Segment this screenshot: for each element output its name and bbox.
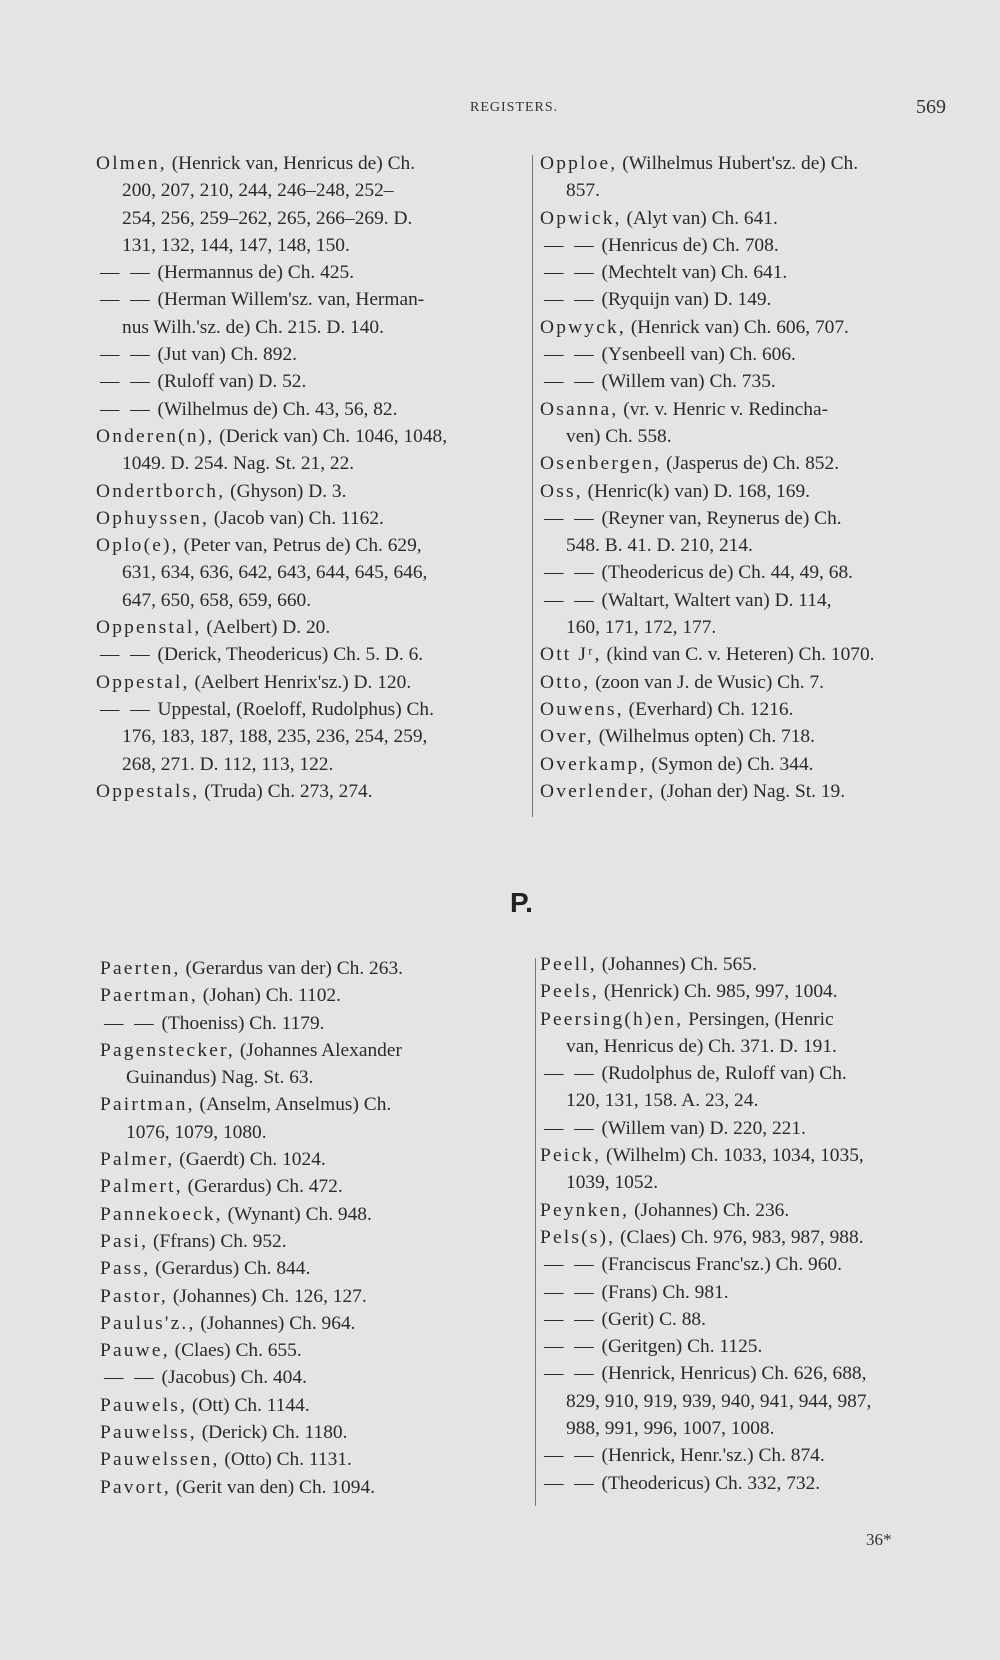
entry-text: (Ysenbeell van) Ch. 606. bbox=[601, 344, 796, 366]
index-line bbox=[96, 150, 514, 177]
entry-text: 254, 256, 259–262, 265, 266–269. D. bbox=[122, 207, 413, 229]
entry-text: (Ghyson) D. 3. bbox=[230, 480, 347, 502]
entry-text: (Henrick, Henr.'sz.) Ch. 874. bbox=[601, 1445, 825, 1467]
entry-text: (Claes) Ch. 976, 983, 987, 988. bbox=[620, 1226, 864, 1248]
entry-headword: Pauwelss, bbox=[100, 1422, 197, 1444]
entry-headword: Peersing(h)en, bbox=[540, 1008, 684, 1030]
index-column-upper-right bbox=[540, 150, 958, 805]
running-head bbox=[0, 96, 1000, 122]
entry-headword: Pels(s), bbox=[540, 1226, 616, 1248]
entry-text: 176, 183, 187, 188, 235, 236, 254, 259, bbox=[122, 726, 428, 748]
section-letter: P. bbox=[510, 887, 533, 918]
entry-text: (Mechtelt van) Ch. 641. bbox=[601, 262, 788, 284]
entry-text: (Henrick) Ch. 985, 997, 1004. bbox=[603, 981, 838, 1003]
index-line bbox=[540, 1415, 958, 1442]
index-line bbox=[540, 341, 958, 368]
repeat-dash: — — bbox=[100, 398, 153, 420]
repeat-dash: — — bbox=[544, 1445, 597, 1467]
entry-text: (Johannes) Ch. 565. bbox=[601, 954, 757, 975]
index-line bbox=[100, 1255, 514, 1282]
entry-headword: Pauwels, bbox=[100, 1394, 188, 1416]
entry-text: (Henrick van) Ch. 606, 707. bbox=[630, 316, 849, 338]
index-line bbox=[540, 1442, 958, 1469]
entry-text: (Symon de) Ch. 344. bbox=[651, 753, 814, 775]
index-line bbox=[96, 478, 514, 505]
entry-text: (Johannes Alexander bbox=[239, 1039, 402, 1061]
index-line bbox=[540, 778, 958, 805]
index-line bbox=[96, 696, 514, 723]
entry-text: (Johannes) Ch. 964. bbox=[200, 1312, 356, 1334]
index-line bbox=[100, 1173, 514, 1200]
entry-text: (Derick, Theodericus) Ch. 5. D. 6. bbox=[157, 644, 424, 666]
entry-text: (Johannes) Ch. 236. bbox=[634, 1199, 790, 1221]
running-head-title: REGISTERS. bbox=[470, 100, 559, 115]
entry-headword: Onderen(n), bbox=[96, 425, 215, 447]
entry-headword: Opwick, bbox=[540, 207, 622, 229]
entry-text: (Geritgen) Ch. 1125. bbox=[601, 1336, 763, 1358]
index-line bbox=[540, 1279, 958, 1306]
entry-text: (Gerardus) Ch. 472. bbox=[187, 1176, 343, 1198]
entry-headword: Pauwe, bbox=[100, 1340, 170, 1362]
index-line bbox=[96, 423, 514, 450]
entry-text: 631, 634, 636, 642, 643, 644, 645, 646, bbox=[122, 562, 428, 584]
repeat-dash: — — bbox=[100, 644, 153, 666]
repeat-dash: — — bbox=[100, 262, 153, 284]
index-line bbox=[540, 641, 958, 668]
entry-headword: Peick, bbox=[540, 1145, 602, 1167]
index-line bbox=[540, 1333, 958, 1360]
entry-headword: Pass, bbox=[100, 1258, 151, 1280]
entry-headword: Palmert, bbox=[100, 1176, 183, 1198]
entry-text: (Theodericus de) Ch. 44, 49, 68. bbox=[601, 562, 853, 584]
entry-text: (Willem van) D. 220, 221. bbox=[601, 1117, 806, 1139]
entry-headword: Otto, bbox=[540, 671, 591, 693]
index-line bbox=[100, 1037, 514, 1064]
index-line bbox=[96, 177, 514, 204]
index-line bbox=[540, 1388, 958, 1415]
entry-text: (Jacobus) Ch. 404. bbox=[161, 1367, 307, 1389]
entry-text: Guinandus) Nag. St. 63. bbox=[126, 1067, 314, 1089]
index-line bbox=[96, 641, 514, 668]
entry-text: (zoon van J. de Wusic) Ch. 7. bbox=[595, 671, 825, 693]
entry-headword: Overkamp, bbox=[540, 753, 647, 775]
index-line bbox=[96, 259, 514, 286]
entry-text: (Anselm, Anselmus) Ch. bbox=[199, 1094, 392, 1116]
index-line bbox=[96, 532, 514, 559]
repeat-dash: — — bbox=[544, 589, 597, 611]
index-line bbox=[540, 1087, 958, 1114]
entry-headword: Pairtman, bbox=[100, 1094, 195, 1116]
entry-text: (kind van C. v. Heteren) Ch. 1070. bbox=[606, 644, 875, 666]
entry-headword: Osenbergen, bbox=[540, 453, 662, 475]
repeat-dash: — — bbox=[544, 371, 597, 393]
entry-headword: Pauwelssen, bbox=[100, 1449, 220, 1471]
entry-text: (Ffrans) Ch. 952. bbox=[153, 1230, 287, 1252]
entry-headword: Pasi, bbox=[100, 1230, 149, 1252]
index-line bbox=[96, 450, 514, 477]
repeat-dash: — — bbox=[544, 234, 597, 256]
entry-text: (Wilhelmus Hubert'sz. de) Ch. bbox=[622, 153, 859, 174]
entry-text: (Jacob van) Ch. 1162. bbox=[213, 507, 384, 529]
entry-text: 829, 910, 919, 939, 940, 941, 944, 987, bbox=[566, 1390, 872, 1412]
entry-headword: Ophuyssen, bbox=[96, 507, 210, 529]
entry-headword: Opwyck, bbox=[540, 316, 626, 338]
index-line bbox=[100, 1364, 514, 1391]
entry-text: (Wilhelm) Ch. 1033, 1034, 1035, bbox=[606, 1145, 864, 1167]
index-line bbox=[540, 1197, 958, 1224]
index-line bbox=[540, 669, 958, 696]
repeat-dash: — — bbox=[544, 507, 597, 529]
entry-headword: Ondertborch, bbox=[96, 480, 226, 502]
index-line bbox=[96, 286, 514, 313]
repeat-dash: — — bbox=[544, 289, 597, 311]
index-line bbox=[540, 1115, 958, 1142]
repeat-dash: — — bbox=[544, 1281, 597, 1303]
entry-headword: Opploe, bbox=[540, 153, 618, 174]
index-line bbox=[540, 1470, 958, 1497]
index-line bbox=[96, 587, 514, 614]
entry-text: Persingen, (Henric bbox=[688, 1008, 834, 1030]
index-line bbox=[540, 314, 958, 341]
repeat-dash: — — bbox=[544, 262, 597, 284]
repeat-dash: — — bbox=[104, 1367, 157, 1389]
entry-text: van, Henricus de) Ch. 371. D. 191. bbox=[566, 1035, 837, 1057]
index-line bbox=[100, 1064, 514, 1091]
entry-text: (Henrick van, Henricus de) Ch. bbox=[171, 153, 416, 174]
index-line bbox=[540, 587, 958, 614]
index-line bbox=[96, 205, 514, 232]
entry-text: (Gerardus) Ch. 844. bbox=[155, 1258, 311, 1280]
entry-headword: Pastor, bbox=[100, 1285, 168, 1307]
index-line bbox=[100, 1337, 514, 1364]
repeat-dash: — — bbox=[544, 1472, 597, 1494]
entry-text: 160, 171, 172, 177. bbox=[566, 617, 717, 639]
entry-headword: Peels, bbox=[540, 981, 599, 1003]
index-line bbox=[100, 1474, 514, 1501]
entry-headword: Overlender, bbox=[540, 780, 656, 802]
entry-headword: Oppenstal, bbox=[96, 617, 202, 639]
repeat-dash: — — bbox=[100, 371, 153, 393]
index-line bbox=[96, 778, 514, 805]
entry-text: (Jasperus de) Ch. 852. bbox=[666, 453, 840, 475]
entry-text: (Henricus de) Ch. 708. bbox=[601, 234, 779, 256]
index-column-lower-left bbox=[100, 955, 514, 1501]
index-line bbox=[96, 614, 514, 641]
index-line bbox=[540, 696, 958, 723]
index-line bbox=[540, 723, 958, 750]
repeat-dash: — — bbox=[544, 1308, 597, 1330]
entry-text: (Herman Willem'sz. van, Herman- bbox=[157, 289, 425, 311]
entry-text: (Franciscus Franc'sz.) Ch. 960. bbox=[601, 1254, 842, 1276]
index-line bbox=[100, 982, 514, 1009]
entry-text: (Rudolphus de, Ruloff van) Ch. bbox=[601, 1063, 847, 1085]
entry-text: 548. B. 41. D. 210, 214. bbox=[566, 535, 753, 557]
entry-headword: Ouwens, bbox=[540, 698, 624, 720]
repeat-dash: — — bbox=[100, 698, 153, 720]
index-line bbox=[540, 150, 958, 177]
entry-text: (Ruloff van) D. 52. bbox=[157, 371, 307, 393]
entry-text: (Alyt van) Ch. 641. bbox=[626, 207, 778, 229]
entry-text: (Gaerdt) Ch. 1024. bbox=[179, 1149, 326, 1171]
index-line bbox=[540, 286, 958, 313]
entry-text: (Otto) Ch. 1131. bbox=[224, 1449, 352, 1471]
index-line bbox=[540, 1060, 958, 1087]
entry-text: (Henrick, Henricus) Ch. 626, 688, bbox=[601, 1363, 867, 1385]
repeat-dash: — — bbox=[544, 1063, 597, 1085]
index-line bbox=[100, 1310, 514, 1337]
index-line bbox=[540, 232, 958, 259]
entry-text: (Johan der) Nag. St. 19. bbox=[660, 780, 846, 802]
entry-headword: Peynken, bbox=[540, 1199, 630, 1221]
index-line bbox=[540, 951, 958, 978]
repeat-dash: — — bbox=[100, 344, 153, 366]
entry-text: (Derick) Ch. 1180. bbox=[201, 1422, 348, 1444]
entry-headword: Palmer, bbox=[100, 1149, 175, 1171]
index-column-upper-left bbox=[96, 150, 514, 805]
entry-text: (vr. v. Henric v. Redincha- bbox=[623, 398, 829, 420]
repeat-dash: — — bbox=[544, 1336, 597, 1358]
entry-text: (Jut van) Ch. 892. bbox=[157, 344, 297, 366]
entry-text: 988, 991, 996, 1007, 1008. bbox=[566, 1418, 775, 1440]
entry-text: (Reyner van, Reynerus de) Ch. bbox=[601, 507, 842, 529]
column-divider-lower bbox=[535, 958, 536, 1506]
index-line bbox=[540, 177, 958, 204]
entry-text: (Aelbert) D. 20. bbox=[206, 617, 331, 639]
entry-text: 647, 650, 658, 659, 660. bbox=[122, 589, 312, 611]
repeat-dash: — — bbox=[544, 1117, 597, 1139]
index-line bbox=[100, 1392, 514, 1419]
entry-text: (Wynant) Ch. 948. bbox=[227, 1203, 372, 1225]
index-line bbox=[540, 614, 958, 641]
index-line bbox=[96, 368, 514, 395]
entry-text: (Henric(k) van) D. 168, 169. bbox=[587, 480, 810, 502]
entry-text: Uppestal, (Roeloff, Rudolphus) Ch. bbox=[157, 698, 434, 720]
entry-text: (Thoeniss) Ch. 1179. bbox=[161, 1012, 325, 1034]
index-line bbox=[96, 751, 514, 778]
entry-headword: Oss, bbox=[540, 480, 583, 502]
column-divider-upper bbox=[532, 155, 533, 817]
entry-text: (Claes) Ch. 655. bbox=[174, 1340, 302, 1362]
index-line bbox=[540, 423, 958, 450]
index-line bbox=[96, 505, 514, 532]
entry-headword: Ott Jʳ, bbox=[540, 644, 602, 666]
repeat-dash: — — bbox=[100, 289, 153, 311]
entry-headword: Pannekoeck, bbox=[100, 1203, 223, 1225]
index-line bbox=[100, 1419, 514, 1446]
entry-text: ven) Ch. 558. bbox=[566, 425, 672, 447]
entry-headword: Over, bbox=[540, 726, 594, 748]
entry-text: 268, 271. D. 112, 113, 122. bbox=[122, 753, 334, 775]
entry-text: 200, 207, 210, 244, 246–248, 252– bbox=[122, 180, 394, 202]
entry-text: 120, 131, 158. A. 23, 24. bbox=[566, 1090, 759, 1112]
entry-text: (Johannes) Ch. 126, 127. bbox=[172, 1285, 367, 1307]
entry-headword: Osanna, bbox=[540, 398, 619, 420]
index-line bbox=[100, 1119, 514, 1146]
index-line bbox=[540, 368, 958, 395]
index-line bbox=[540, 1006, 958, 1033]
entry-text: (Derick van) Ch. 1046, 1048, bbox=[219, 425, 448, 447]
entry-text: 1039, 1052. bbox=[566, 1172, 659, 1194]
repeat-dash: — — bbox=[544, 344, 597, 366]
index-column-lower-right bbox=[540, 951, 958, 1497]
entry-text: (Waltart, Waltert van) D. 114, bbox=[601, 589, 832, 611]
index-line bbox=[100, 1091, 514, 1118]
entry-text: (Truda) Ch. 273, 274. bbox=[204, 780, 373, 802]
index-line bbox=[540, 532, 958, 559]
index-line bbox=[540, 505, 958, 532]
index-line bbox=[540, 1306, 958, 1333]
entry-text: 857. bbox=[566, 180, 600, 202]
index-line bbox=[96, 314, 514, 341]
entry-text: (Ott) Ch. 1144. bbox=[191, 1394, 310, 1416]
repeat-dash: — — bbox=[544, 1254, 597, 1276]
entry-text: (Peter van, Petrus de) Ch. 629, bbox=[183, 535, 422, 557]
entry-text: 1076, 1079, 1080. bbox=[126, 1121, 267, 1143]
entry-text: (Wilhelmus de) Ch. 43, 56, 82. bbox=[157, 398, 398, 420]
entry-headword: Peell, bbox=[540, 954, 597, 975]
entry-text: (Gerit van den) Ch. 1094. bbox=[175, 1476, 375, 1498]
index-line bbox=[540, 1033, 958, 1060]
index-line bbox=[96, 669, 514, 696]
entry-text: (Gerardus van der) Ch. 263. bbox=[185, 958, 403, 979]
entry-text: (Johan) Ch. 1102. bbox=[202, 985, 341, 1007]
entry-headword: Oppestal, bbox=[96, 671, 190, 693]
index-line bbox=[540, 1251, 958, 1278]
entry-headword: Paulus'z., bbox=[100, 1312, 196, 1334]
entry-headword: Oplo(e), bbox=[96, 535, 179, 557]
index-line bbox=[540, 1224, 958, 1251]
repeat-dash: — — bbox=[104, 1012, 157, 1034]
index-line bbox=[540, 978, 958, 1005]
index-line bbox=[96, 341, 514, 368]
entry-text: (Gerit) C. 88. bbox=[601, 1308, 706, 1330]
index-line bbox=[100, 955, 514, 982]
entry-headword: Oppestals, bbox=[96, 780, 200, 802]
index-line bbox=[540, 1169, 958, 1196]
index-line bbox=[100, 1283, 514, 1310]
index-line bbox=[540, 1360, 958, 1387]
entry-text: (Wilhelmus opten) Ch. 718. bbox=[598, 726, 815, 748]
signature-mark: 36* bbox=[866, 1530, 892, 1549]
index-line bbox=[540, 751, 958, 778]
entry-text: (Everhard) Ch. 1216. bbox=[628, 698, 794, 720]
entry-text: (Frans) Ch. 981. bbox=[601, 1281, 729, 1303]
entry-text: (Aelbert Henrix'sz.) D. 120. bbox=[194, 671, 412, 693]
index-line bbox=[100, 1010, 514, 1037]
entry-text: 1049. D. 254. Nag. St. 21, 22. bbox=[122, 453, 355, 475]
index-line bbox=[96, 723, 514, 750]
repeat-dash: — — bbox=[544, 562, 597, 584]
entry-headword: Paerten, bbox=[100, 958, 181, 979]
index-line bbox=[540, 1142, 958, 1169]
entry-headword: Olmen, bbox=[96, 153, 167, 174]
index-line bbox=[100, 1201, 514, 1228]
entry-text: 131, 132, 144, 147, 148, 150. bbox=[122, 234, 350, 256]
index-line bbox=[540, 259, 958, 286]
index-line bbox=[540, 205, 958, 232]
entry-headword: Pagenstecker, bbox=[100, 1039, 235, 1061]
index-line bbox=[100, 1228, 514, 1255]
index-line bbox=[96, 232, 514, 259]
entry-headword: Pavort, bbox=[100, 1476, 171, 1498]
entry-text: (Hermannus de) Ch. 425. bbox=[157, 262, 355, 284]
entry-headword: Paertman, bbox=[100, 985, 198, 1007]
index-line bbox=[540, 450, 958, 477]
index-line bbox=[540, 478, 958, 505]
index-line bbox=[540, 396, 958, 423]
entry-text: (Theodericus) Ch. 332, 732. bbox=[601, 1472, 821, 1494]
index-line bbox=[100, 1446, 514, 1473]
index-line bbox=[540, 559, 958, 586]
entry-text: (Ryquijn van) D. 149. bbox=[601, 289, 772, 311]
entry-text: nus Wilh.'sz. de) Ch. 215. D. 140. bbox=[122, 316, 384, 338]
entry-text: (Willem van) Ch. 735. bbox=[601, 371, 776, 393]
index-line bbox=[96, 559, 514, 586]
index-line bbox=[100, 1146, 514, 1173]
repeat-dash: — — bbox=[544, 1363, 597, 1385]
index-line bbox=[96, 396, 514, 423]
page-number: 569 bbox=[916, 96, 946, 118]
